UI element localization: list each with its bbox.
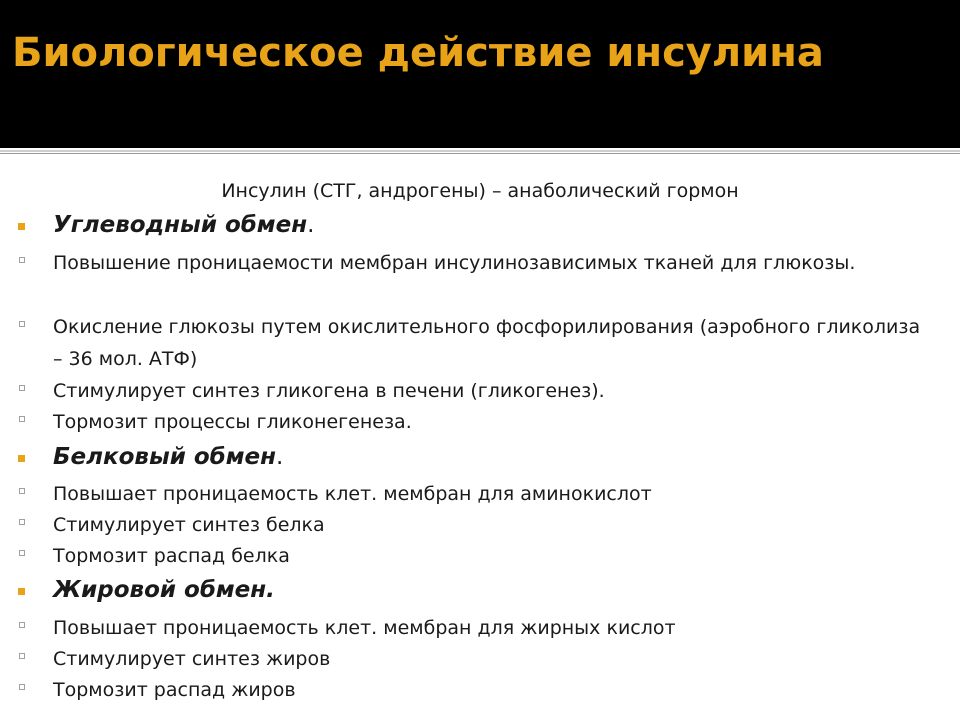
section-heading-label: Жировой обмен. bbox=[53, 577, 275, 603]
list-item-text: Окисление глюкозы путем окислительного фосфорилирования (аэробного гликолиза – 36 мол. АТФ) bbox=[53, 316, 921, 370]
list-item-text: Стимулирует синтез гликогена в печени (гликогенез). bbox=[53, 380, 605, 402]
bullet-hollow-square-icon bbox=[19, 684, 25, 690]
section-heading-label: Белковый обмен bbox=[53, 444, 277, 470]
list-item-text: Стимулирует синтез белка bbox=[53, 514, 325, 536]
section-heading-label: Углеводный обмен bbox=[53, 212, 308, 238]
list-item-text: Повышает проницаемость клет. мембран для жирных кислот bbox=[53, 617, 676, 639]
section-heading-punct: . bbox=[276, 444, 284, 470]
section-heading-text bbox=[53, 577, 275, 603]
bullet-hollow-square-icon bbox=[19, 321, 25, 327]
bullet-hollow-square-icon bbox=[19, 385, 25, 391]
bullet-hollow-square-icon bbox=[19, 622, 25, 628]
list-item-text: Стимулирует синтез жиров bbox=[53, 648, 331, 670]
section-heading-punct: . bbox=[307, 212, 315, 238]
bullet-square-icon bbox=[18, 455, 25, 462]
bullet-square-icon bbox=[18, 223, 25, 230]
slide-subtitle: Инсулин (СТГ, андрогены) – анаболический гормон bbox=[221, 180, 739, 202]
list-item-text: Тормозит распад белка bbox=[53, 545, 290, 567]
bullet-hollow-square-icon bbox=[19, 550, 25, 556]
list-item-text: Повышение проницаемости мембран инсулинозависимых тканей для глюкозы. bbox=[53, 252, 856, 274]
bullet-hollow-square-icon bbox=[19, 416, 25, 422]
bullet-hollow-square-icon bbox=[19, 653, 25, 659]
section-heading-text bbox=[53, 212, 314, 238]
list-item-text: Тормозит процессы гликонегенеза. bbox=[53, 411, 412, 433]
bullet-hollow-square-icon bbox=[19, 257, 25, 263]
section-heading-text bbox=[53, 444, 283, 470]
bullet-hollow-square-icon bbox=[19, 519, 25, 525]
slide-title: Биологическое действие инсулина bbox=[12, 30, 824, 76]
list-item-text: Повышает проницаемость клет. мембран для аминокислот bbox=[53, 483, 652, 505]
bullet-hollow-square-icon bbox=[19, 488, 25, 494]
bullet-square-icon bbox=[18, 588, 25, 595]
list-item-text: Тормозит распад жиров bbox=[53, 679, 296, 701]
